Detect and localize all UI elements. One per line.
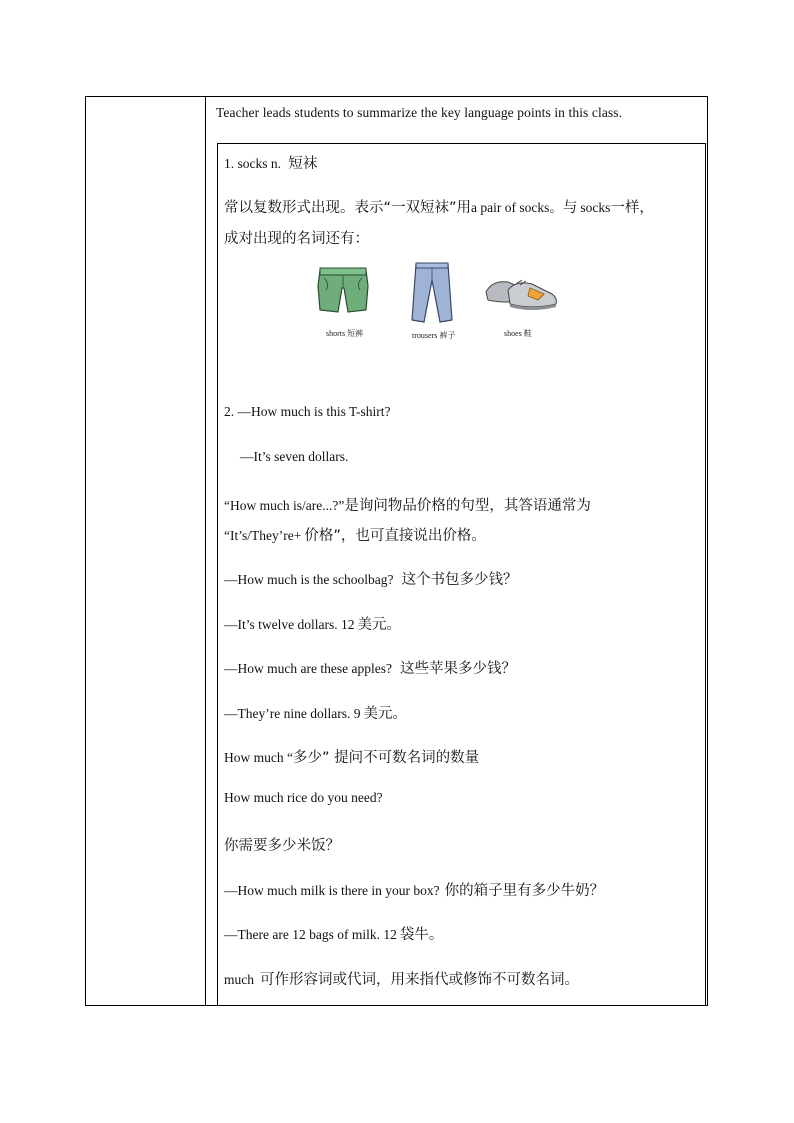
example-en: much	[224, 972, 254, 987]
example-line	[224, 568, 517, 589]
section1-desc-line2: 成对出现的名词还有：	[224, 231, 369, 247]
example-cn: 你的箱子里有多少牛奶？	[444, 883, 605, 899]
note-cn: 是询问物品价格的句型，其答语通常为	[344, 498, 591, 514]
example-line	[224, 746, 479, 767]
example-line: How much rice do you need?	[224, 790, 383, 805]
trousers-caption	[412, 330, 455, 341]
lesson-table	[85, 96, 708, 1006]
caption-cn: 裤子	[439, 331, 456, 340]
caption-en: shorts	[326, 329, 346, 338]
caption-cn: 短裤	[347, 329, 364, 338]
example-cn: 可作形容词或代词，用来指代或修饰不可数名词。	[260, 972, 579, 988]
shorts-caption	[326, 328, 363, 339]
note-line1	[224, 494, 591, 515]
section1-desc-line1	[224, 196, 654, 217]
shorts-icon	[316, 266, 370, 321]
desc-part: 与	[562, 200, 578, 216]
desc-part: a pair of socks。	[471, 200, 563, 215]
desc-part: 常以复数形式出现。表示“一双短袜”用	[224, 200, 472, 216]
example-cn: 多少” 提问不可数名词的数量	[292, 750, 480, 766]
section1-heading	[224, 152, 317, 173]
example-en: How much “	[224, 750, 293, 765]
caption-en: trousers	[412, 331, 438, 340]
clothes-illustrations	[316, 262, 566, 344]
caption-cn: 鞋	[523, 329, 532, 338]
left-cell	[86, 97, 206, 1005]
example-en: —They’re nine dollars. 9	[224, 706, 361, 721]
intro-text: Teacher leads students to summarize the key language points in this class.	[216, 105, 623, 120]
section2-answer: —It’s seven dollars.	[240, 449, 349, 464]
shoes-icon	[482, 270, 562, 317]
trousers-icon	[410, 262, 454, 329]
shoes-caption	[504, 328, 532, 339]
heading-en: 1. socks n.	[224, 156, 281, 171]
example-en: —There are 12 bags of milk. 12	[224, 927, 397, 942]
key-points-box	[217, 143, 706, 1005]
example-en: —How much is the schoolbag?	[224, 572, 394, 587]
desc-part: 一样，	[610, 200, 654, 216]
example-line	[224, 702, 407, 723]
note-cn: 价格”，也可直接说出价格。	[304, 528, 486, 544]
example-cn: 这些苹果多少钱？	[399, 661, 516, 677]
example-line	[224, 968, 579, 989]
note-line2	[224, 524, 486, 545]
example-en: —It’s twelve dollars. 12	[224, 617, 355, 632]
caption-en: shoes	[504, 329, 522, 338]
note-en: “How much is/are...?”	[224, 498, 345, 513]
example-cn: 这个书包多少钱？	[401, 572, 518, 588]
example-line	[224, 657, 516, 678]
example-cn: 美元。	[363, 706, 407, 722]
example-en: —How much milk is there in your box?	[224, 883, 440, 898]
example-line	[224, 879, 604, 900]
section2-question: 2. —How much is this T-shirt?	[224, 404, 391, 419]
example-line: 你需要多少米饭？	[224, 838, 340, 854]
example-line	[224, 923, 443, 944]
desc-part: socks	[580, 200, 611, 215]
example-cn: 袋牛。	[399, 927, 444, 943]
example-line	[224, 613, 401, 634]
example-cn: 美元。	[357, 617, 401, 633]
example-en: —How much are these apples?	[224, 661, 392, 676]
heading-cn: 短袜	[288, 156, 318, 172]
note-en: “It’s/They’re+	[224, 528, 302, 543]
